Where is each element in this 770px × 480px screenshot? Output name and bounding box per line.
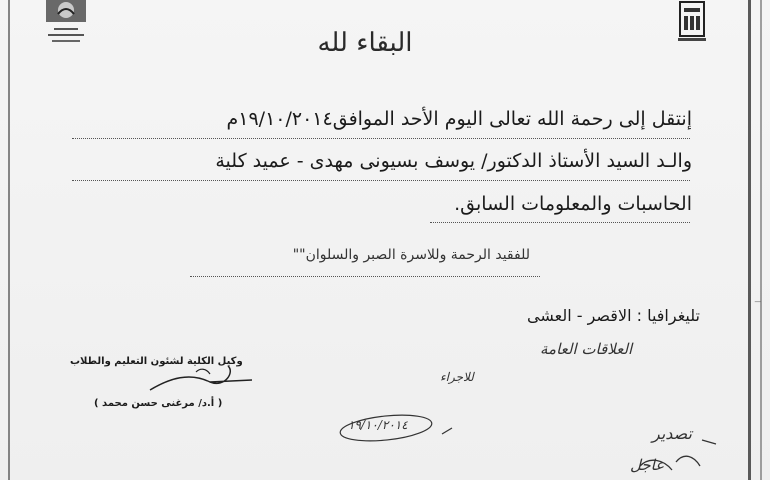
page-outer-edge: [760, 0, 762, 480]
handwritten-date: ١٩/١٠/٢٠١٤: [348, 418, 408, 432]
handwritten-note-urgent: عاجل: [630, 456, 665, 474]
scan-edge-mark: |: [754, 300, 761, 305]
handwritten-note-export: تصدير: [652, 424, 693, 443]
document-title: البقاء لله: [317, 28, 413, 58]
handwritten-note-public-relations: العلاقات العامة: [540, 340, 633, 358]
signatory-name: ( أ.د/ مرغنى حسن محمد ): [94, 398, 223, 409]
underline-4: [190, 276, 540, 277]
telegraph-line: تليغرافيا : الاقصر - العشى: [527, 306, 700, 325]
faculty-logo-icon: [40, 0, 92, 50]
page-right-edge: [748, 0, 751, 480]
university-logo-icon: [676, 0, 708, 44]
condolence-line: للفقيد الرحمة وللاسرة الصبر والسلوان"": [292, 247, 530, 263]
underline-1: [72, 138, 690, 139]
signature-stroke: [150, 366, 252, 390]
signatory-title: وكيل الكلية لشئون التعليم والطلاب: [70, 356, 243, 367]
underline-3: [430, 222, 690, 223]
announcement-line-1: إنتقل إلى رحمة الله تعالى اليوم الأحد الموافق١٩/١٠/٢٠١٤م: [226, 108, 692, 130]
announcement-line-3: الحاسبات والمعلومات السابق.: [454, 193, 692, 215]
announcement-line-2: والـد السيد الأستاذ الدكتور/ يوسف بسيونى مهدى - عميد كلية: [215, 150, 692, 172]
handwritten-note-action: للاجراء: [440, 370, 474, 384]
page-left-edge: [8, 0, 10, 480]
underline-2: [72, 180, 690, 181]
